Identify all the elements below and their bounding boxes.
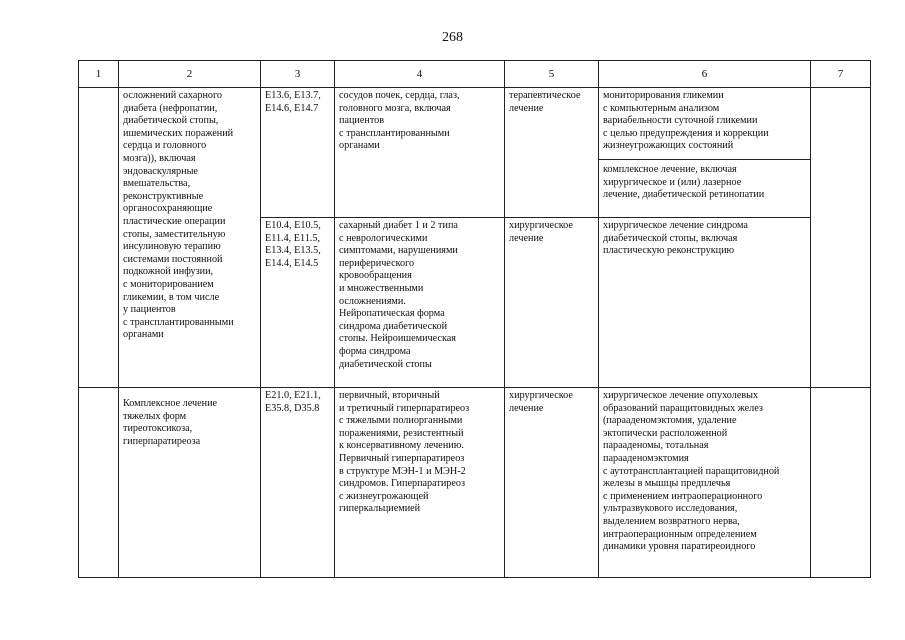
cell-treatment-type: Комплексное лечение тяжелых форм тиреотоксикоза, гиперпаратиреоза: [119, 388, 261, 578]
header-col-5: 5: [505, 61, 599, 88]
cell-treatment-kind: хирургическое лечение: [505, 218, 599, 388]
cell-norm: [811, 88, 871, 388]
header-col-2: 2: [119, 61, 261, 88]
cell-icd-codes: E21.0, E21.1, E35.8, D35.8: [261, 388, 335, 578]
cell-number: [79, 388, 119, 578]
header-col-7: 7: [811, 61, 871, 88]
cell-treatment-kind: хирургическое лечение: [505, 388, 599, 578]
cell-patient-model: сосудов почек, сердца, глаз, головного мозга, включая пациентов с трансплантированными органами: [335, 88, 505, 218]
header-col-4: 4: [335, 61, 505, 88]
header-col-3: 3: [261, 61, 335, 88]
cell-icd-codes: E10.4, E10.5, E11.4, E11.5, E13.4, E13.5, E14.4, E14.5: [261, 218, 335, 388]
cell-norm: [811, 388, 871, 578]
header-col-1: 1: [79, 61, 119, 88]
page-number: 268: [442, 30, 463, 45]
cell-treatment-method: хирургическое лечение синдрома диабетической стопы, включая пластическую реконструкцию: [599, 218, 811, 388]
method-text: комплексное лечение, включая хирургическое и (или) лазерное лечение, диабетической ретинопатии: [599, 159, 810, 202]
medical-care-table: [78, 60, 871, 578]
cell-patient-model: сахарный диабет 1 и 2 типа с неврологическими симптомами, нарушениями периферического кровообращения и множественными осложнениями. Нейропатическая форма синдрома диабетической стопы. Нейроишемическая форма синдрома диабетической стопы: [335, 218, 505, 388]
cell-treatment-method: [599, 88, 811, 218]
cell-treatment-kind: терапевтическое лечение: [505, 88, 599, 218]
header-row: [79, 61, 871, 88]
method-text: мониторирования гликемии с компьютерным анализом вариабельности суточной гликемии с целью предупреждения и коррекции жизнеугрожающих состояний: [603, 90, 769, 152]
cell-number: [79, 88, 119, 388]
cell-patient-model: первичный, вторичный и третичный гиперпаратиреоз с тяжелыми полиорганными поражениями, резистентный к консервативному лечению. Первичный гиперпаратиреоз в структуре МЭН-1 и МЭН-2 синдромов. Гиперпаратиреоз с жизнеугрожающей гиперкальциемией: [335, 388, 505, 578]
table-row: [79, 388, 871, 578]
cell-treatment-method: хирургическое лечение опухолевых образований паращитовидных желез (парааденомэктомия, удаление эктопически расположенной парааденомы, тотальная парааденомэктомия с аутотрансплантацией паращитовидной железы в мышцы предплечья с применением интраоперационного ультразвукового исследования, выделением возвратного нерва, интраоперационным определением динамики уровня паратиреоидного: [599, 388, 811, 578]
cell-treatment-type: осложнений сахарного диабета (нефропатии, диабетической стопы, ишемических поражений сердца и головного мозга)), включая эндоваскулярные вмешательства, реконструктивные органосохраняющие пластические операции стопы, заместительную инсулиновую терапию системами постоянной подкожной инфузии, с мониторированием гликемии, в том числе у пациентов с трансплантированными органами: [119, 88, 261, 388]
cell-icd-codes: E13.6, E13.7, E14.6, E14.7: [261, 88, 335, 218]
header-col-6: 6: [599, 61, 811, 88]
table-row: [79, 88, 871, 218]
